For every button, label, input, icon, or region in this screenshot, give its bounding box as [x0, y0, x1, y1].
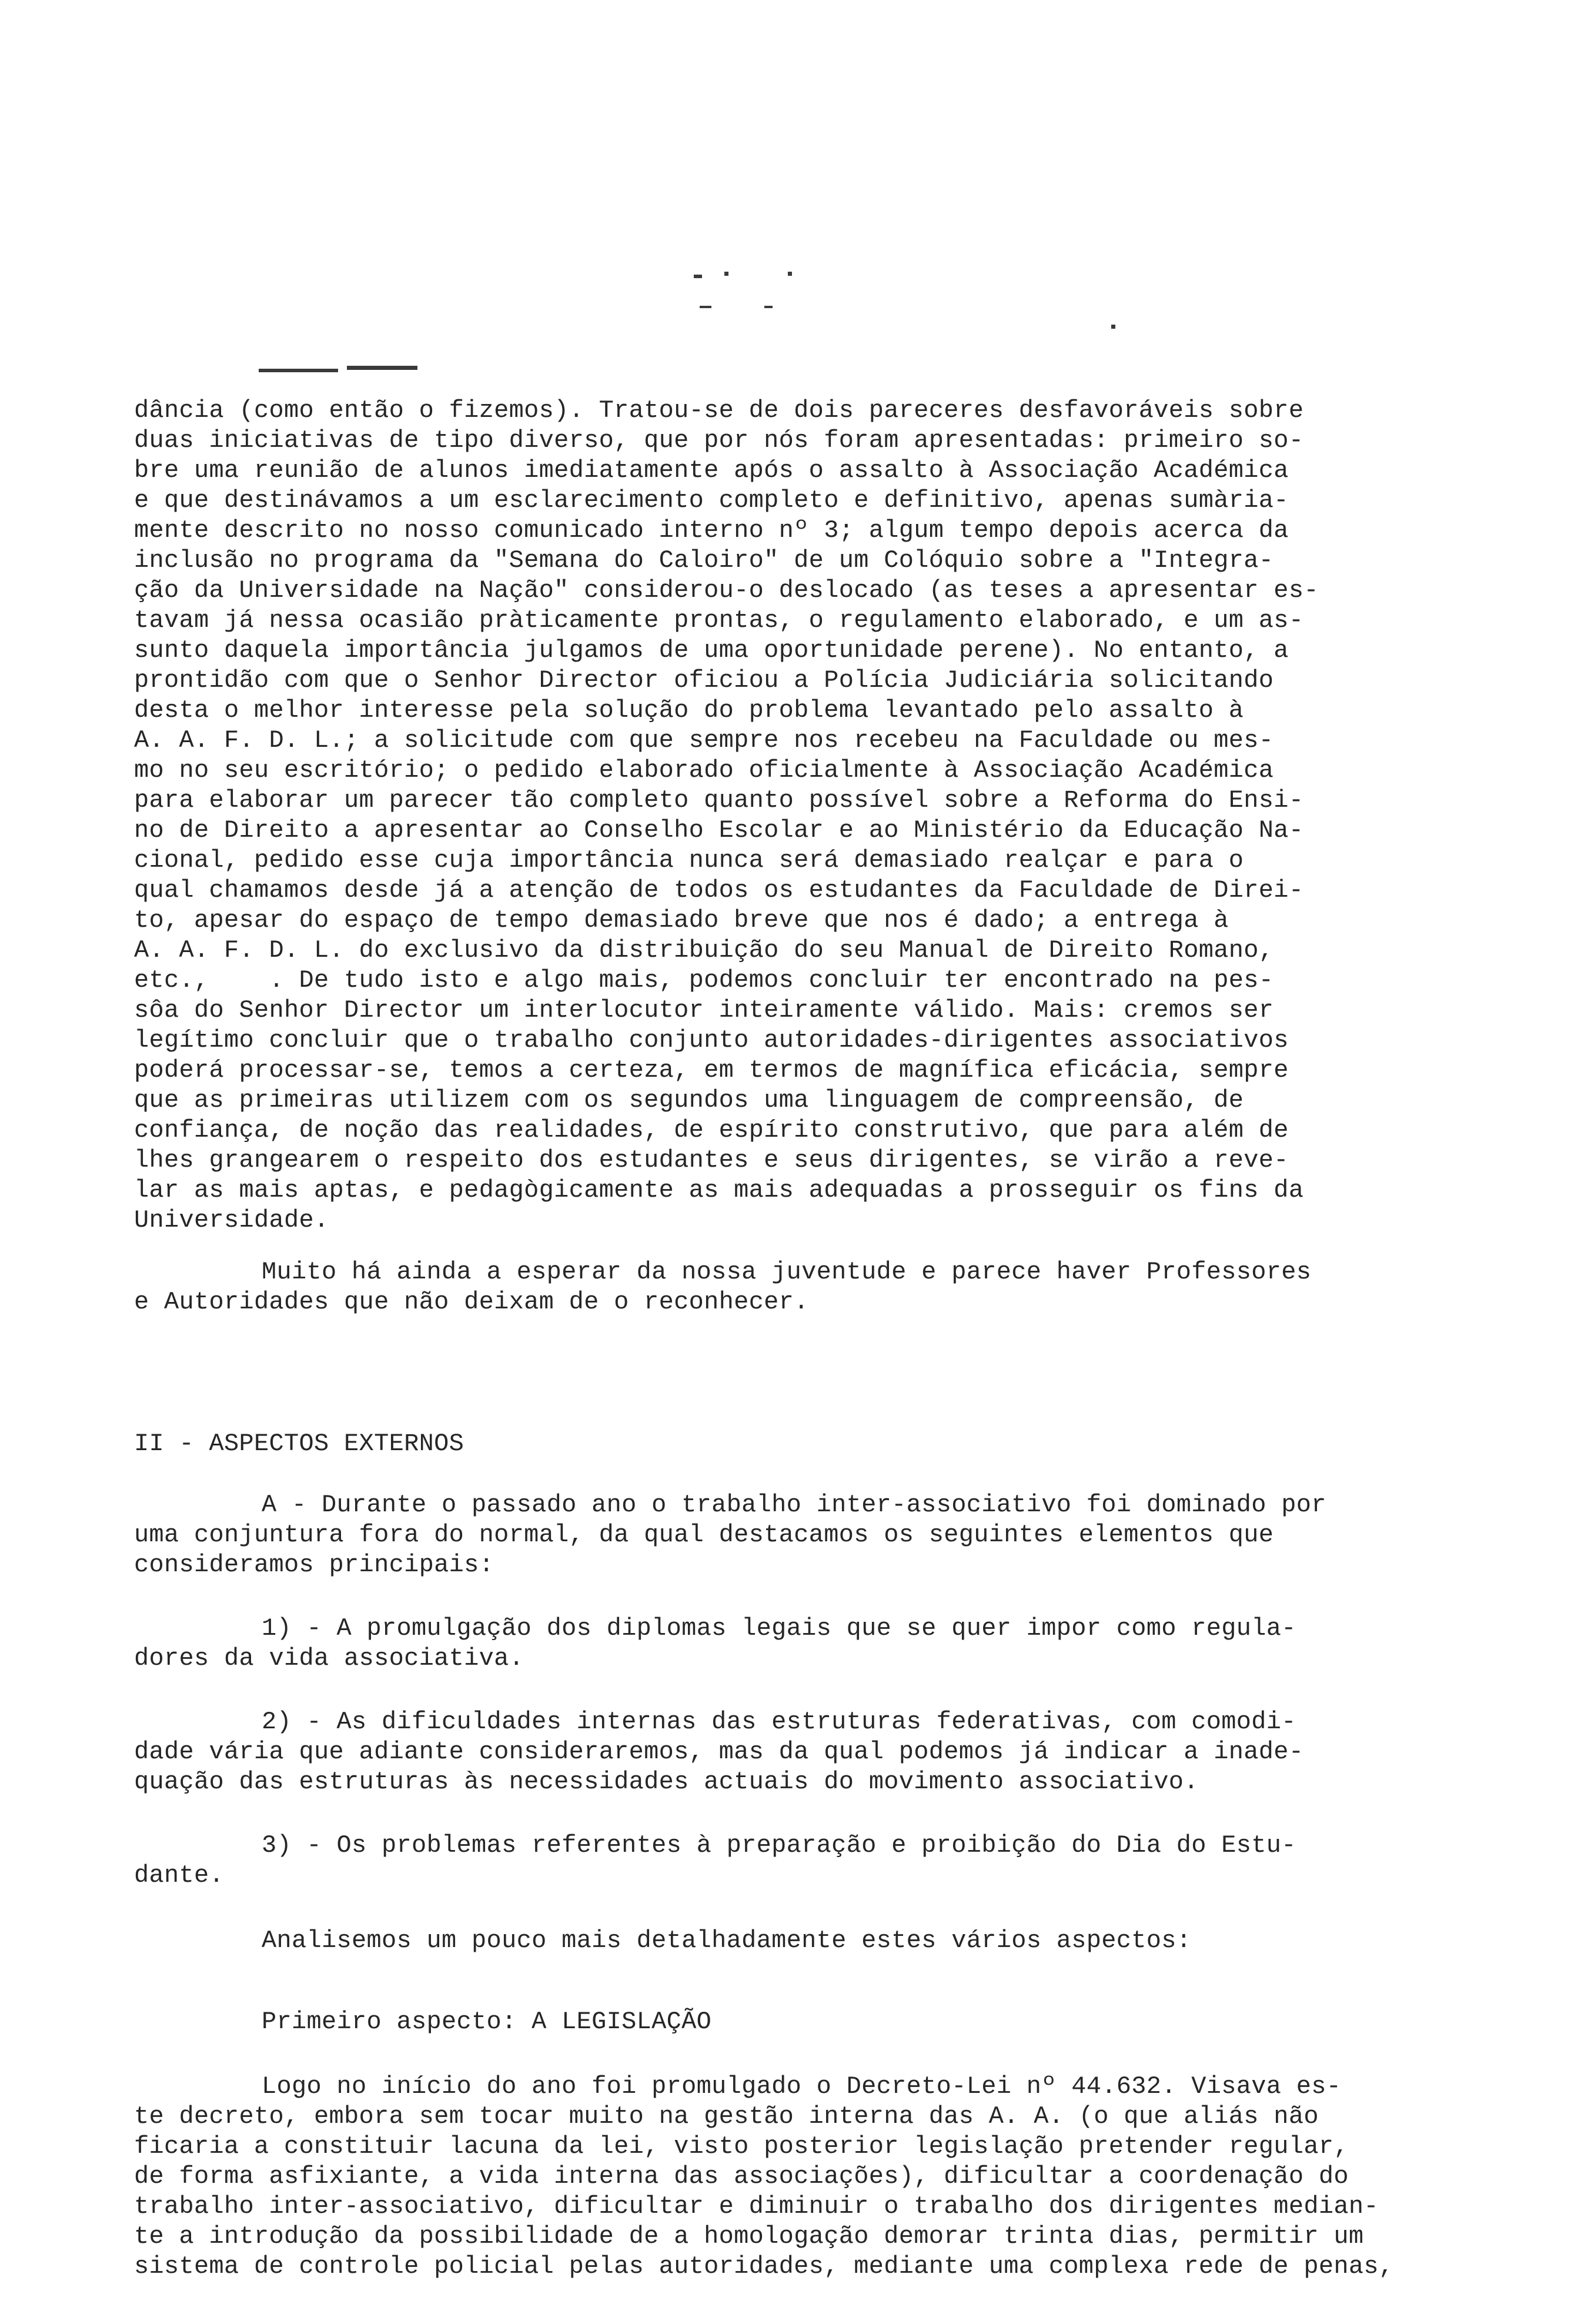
stray-mark: [1111, 325, 1115, 329]
text-line: bre uma reunião de alunos imediatamente após o assalto à Associação Académica: [134, 456, 1289, 485]
text-line: te decreto, embora sem tocar muito na gestão interna das A. A. (o que aliás não: [134, 2102, 1319, 2131]
text-line: tavam já nessa ocasião pràticamente prontas, o regulamento elaborado, e um as-: [134, 606, 1304, 635]
text-line: confiança, de noção das realidades, de espírito construtivo, que para além de: [134, 1116, 1289, 1144]
text-line: cional, pedido esse cuja importância nunca será demasiado realçar e para o: [134, 846, 1244, 874]
text-line: dores da vida associativa.: [134, 1644, 524, 1672]
list-item: 2) - As dificuldades internas das estruturas federativas, com comodi-: [262, 1708, 1296, 1736]
stray-mark: [347, 366, 417, 370]
text-line: te a introdução da possibilidade de a homologação demorar trinta dias, permitir um: [134, 2222, 1364, 2250]
stray-mark: [764, 306, 773, 308]
text-line: legítimo concluir que o trabalho conjunto autoridades-dirigentes associativos: [134, 1026, 1289, 1054]
text-line: lar as mais aptas, e pedagògicamente as mais adequadas a prosseguir os fins da: [134, 1176, 1304, 1204]
text-line: dância (como então o fizemos). Tratou-se de dois pareceres desfavoráveis sobre: [134, 396, 1304, 425]
text-line: qual chamamos desde já a atenção de todos os estudantes da Faculdade de Direi-: [134, 876, 1304, 904]
text-line: sôa do Senhor Director um interlocutor inteiramente válido. Mais: cremos ser: [134, 996, 1274, 1024]
section-heading: II - ASPECTOS EXTERNOS: [134, 1430, 464, 1458]
text-line: uma conjuntura fora do normal, da qual destacamos os seguintes elementos que: [134, 1521, 1274, 1549]
text-line: lhes grangearem o respeito dos estudantes e seus dirigentes, se virão a reve-: [134, 1146, 1289, 1174]
text-line: Universidade.: [134, 1206, 329, 1234]
text-line: consideramos principais:: [134, 1551, 494, 1579]
text-line: dade vária que adiante consideraremos, mas da qual podemos já indicar a inade-: [134, 1738, 1304, 1766]
text-line: ção da Universidade na Nação" considerou-o deslocado (as teses a apresentar es-: [134, 576, 1319, 605]
text-line: A. A. F. D. L.; a solicitude com que sempre nos recebeu na Faculdade ou mes-: [134, 726, 1274, 754]
text-line: prontidão com que o Senhor Director oficiou a Polícia Judiciária solicitando: [134, 666, 1274, 694]
text-line: etc., . De tudo isto e algo mais, podemos concluir ter encontrado na pes-: [134, 966, 1274, 994]
list-item: 3) - Os problemas referentes à preparação e proibição do Dia do Estu-: [262, 1831, 1296, 1859]
text-line: Analisemos um pouco mais detalhadamente estes vários aspectos:: [262, 1926, 1192, 1955]
text-line: Logo no início do ano foi promulgado o Decreto-Lei nº 44.632. Visava es-: [262, 2072, 1342, 2101]
text-line: quação das estruturas às necessidades actuais do movimento associativo.: [134, 1768, 1199, 1796]
text-line: A - Durante o passado ano o trabalho inter-associativo foi dominado por: [262, 1491, 1326, 1519]
stray-mark: [259, 369, 338, 372]
text-line: para elaborar um parecer tão completo quanto possível sobre a Reforma do Ensi-: [134, 786, 1304, 814]
text-line: trabalho inter-associativo, dificultar e diminuir o trabalho dos dirigentes median-: [134, 2192, 1379, 2221]
text-line: e que destinávamos a um esclarecimento completo e definitivo, apenas sumària-: [134, 486, 1289, 515]
text-line: desta o melhor interesse pela solução do problema levantado pelo assalto à: [134, 696, 1244, 724]
stray-mark: [724, 272, 728, 276]
text-line: ficaria a constituir lacuna da lei, visto posterior legislação pretender regular,: [134, 2132, 1349, 2161]
text-line: mente descrito no nosso comunicado interno nº 3; algum tempo depois acerca da: [134, 516, 1289, 545]
stray-mark: [700, 306, 711, 308]
text-line: poderá processar-se, temos a certeza, em termos de magnífica eficácia, sempre: [134, 1056, 1289, 1084]
text-line: A. A. F. D. L. do exclusivo da distribuição do seu Manual de Direito Romano,: [134, 936, 1274, 964]
text-line: dante.: [134, 1861, 225, 1889]
text-line: no de Direito a apresentar ao Conselho Escolar e ao Ministério da Educação Na-: [134, 816, 1304, 844]
text-line: de forma asfixiante, a vida interna das associações), dificultar a coordenação do: [134, 2162, 1349, 2191]
text-line: inclusão no programa da "Semana do Caloiro" de um Colóquio sobre a "Integra-: [134, 546, 1274, 575]
subheading: Primeiro aspecto: A LEGISLAÇÃO: [262, 2008, 712, 2036]
text-line: duas iniciativas de tipo diverso, que por nós foram apresentadas: primeiro so-: [134, 426, 1304, 455]
stray-mark: [694, 275, 702, 278]
text-line: sistema de controle policial pelas autoridades, mediante uma complexa rede de penas,: [134, 2252, 1394, 2280]
text-line: to, apesar do espaço de tempo demasiado breve que nos é dado; a entrega à: [134, 906, 1229, 934]
text-line: sunto daquela importância julgamos de uma oportunidade perene). No entanto, a: [134, 636, 1289, 665]
stray-mark: [788, 272, 792, 276]
list-item: 1) - A promulgação dos diplomas legais que se quer impor como regula-: [262, 1614, 1296, 1642]
text-line: e Autoridades que não deixam de o reconhecer.: [134, 1288, 809, 1316]
text-line: mo no seu escritório; o pedido elaborado oficialmente à Associação Académica: [134, 756, 1274, 784]
text-line: Muito há ainda a esperar da nossa juventude e parece haver Professores: [262, 1258, 1312, 1286]
text-line: que as primeiras utilizem com os segundos uma linguagem de compreensão, de: [134, 1086, 1244, 1114]
